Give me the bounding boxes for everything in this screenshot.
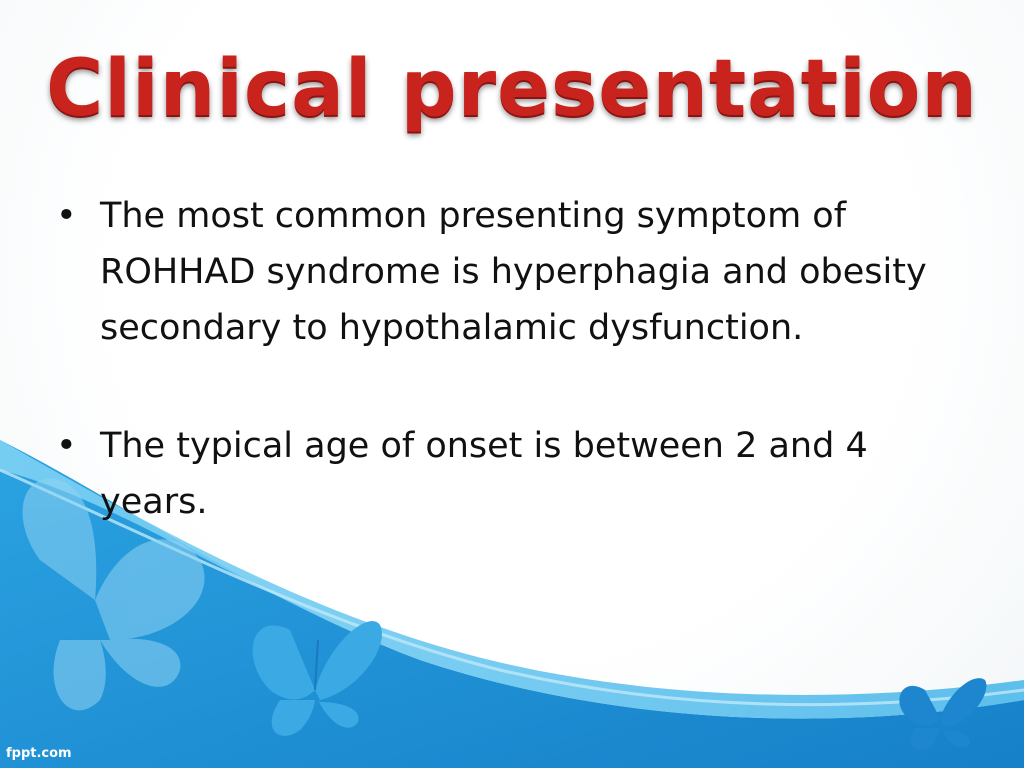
bullet-item <box>54 418 934 530</box>
bullet-dot: • <box>56 426 77 466</box>
slide-title: Clinical presentation <box>46 44 978 134</box>
bullet-list <box>54 188 934 530</box>
bullet-item <box>54 188 934 356</box>
bullet-text: The typical age of onset is between 2 and 4 years. <box>100 426 868 522</box>
footer-credit: fppt.com <box>6 746 72 761</box>
bullet-dot: • <box>56 196 77 236</box>
bullet-text: The most common presenting symptom of ROHHAD syndrome is hyperphagia and obesity secondary to hypothalamic dysfunction. <box>100 196 927 348</box>
